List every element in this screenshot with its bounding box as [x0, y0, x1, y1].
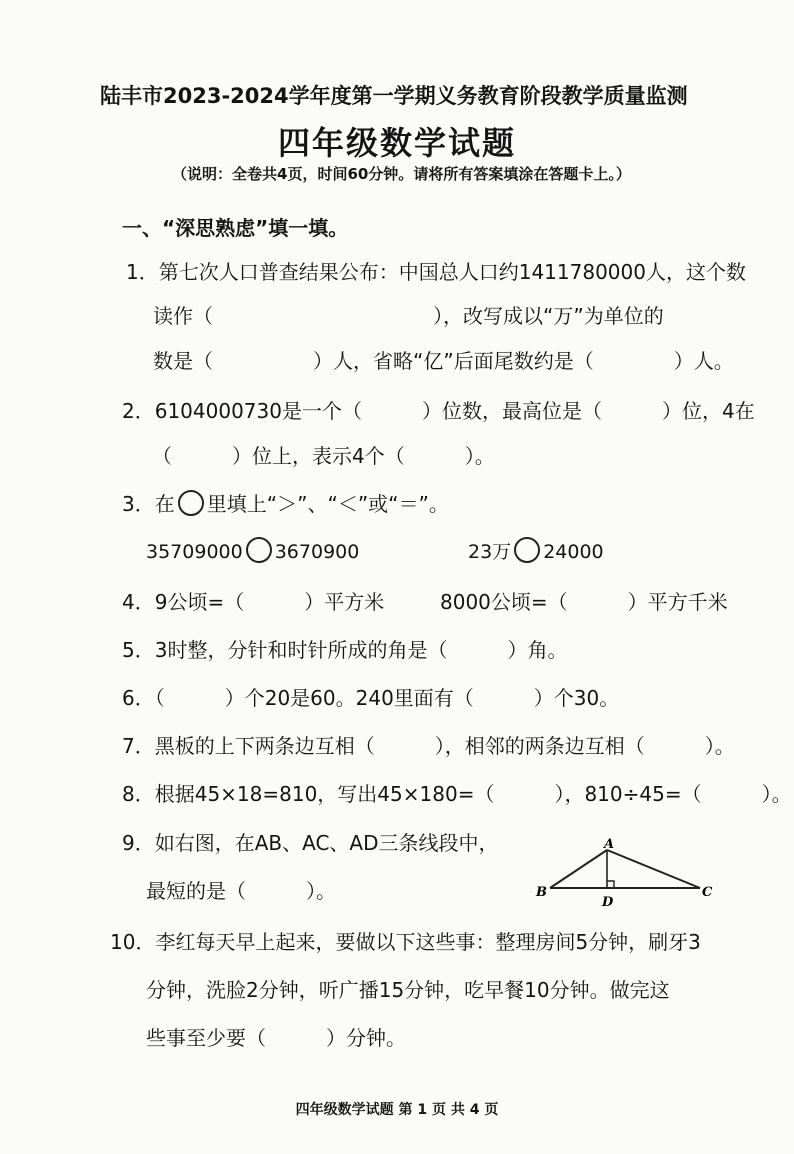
question-1-line-2: 读作（ ），改写成以“万”为单位的	[153, 304, 664, 328]
question-7: 7．黑板的上下两条边互相（ ），相邻的两条边互相（ ）。	[122, 734, 735, 758]
question-3-suffix: 里填上“＞”、“＜”或“＝”。	[206, 492, 449, 516]
question-10-line-1: 10．李红每天早上起来，要做以下这些事：整理房间5分钟，刷牙3	[110, 930, 701, 954]
compare-circle-icon	[246, 537, 272, 563]
compare-right-a: 23万	[468, 541, 512, 563]
question-10-line-3: 些事至少要（ ）分钟。	[146, 1026, 406, 1050]
question-3	[122, 488, 449, 517]
question-1-line-1: 1．第七次人口普查结果公布：中国总人口约1411780000人，这个数	[126, 260, 746, 284]
compare-circle-icon	[514, 537, 540, 563]
question-3-prefix: 3．在	[122, 492, 175, 516]
question-4-part-2: 8000公顷=（ ）平方千米	[440, 590, 728, 614]
segment-ac	[607, 850, 700, 888]
question-8: 8．根据45×18=810，写出45×180=（ ），810÷45=（ ）。	[122, 782, 792, 806]
triangle-figure	[532, 838, 722, 910]
question-1-line-3: 数是（ ）人，省略“亿”后面尾数约是（ ）人。	[153, 349, 734, 373]
label-a: A	[604, 838, 615, 852]
question-6: 6．（ ）个20是60。240里面有（ ）个30。	[122, 686, 620, 710]
question-9-line-2: 最短的是（ ）。	[146, 879, 336, 903]
question-2-line-1: 2．6104000730是一个（ ）位数，最高位是（ ）位，4在	[122, 399, 755, 423]
compare-left-a: 35709000	[146, 541, 243, 563]
label-c: C	[702, 885, 713, 900]
label-d: D	[602, 895, 614, 910]
exam-name: 陆丰市2023-2024学年度第一学期义务教育阶段教学质量监测	[100, 84, 688, 108]
exam-note: （说明：全卷共4页，时间60分钟。请将所有答案填涂在答题卡上。）	[172, 165, 631, 183]
question-9-line-1: 9．如右图，在AB、AC、AD三条线段中，	[122, 831, 499, 855]
question-4-part-1: 4．9公顷=（ ）平方米	[122, 590, 385, 614]
page-footer: 四年级数学试题 第 1 页 共 4 页	[295, 1102, 499, 1118]
compare-circle-icon	[178, 490, 204, 516]
right-angle-mark	[607, 881, 614, 888]
question-10-line-2: 分钟，洗脸2分钟，听广播15分钟，吃早餐10分钟。做完这	[146, 978, 670, 1002]
exam-title: 四年级数学试题	[277, 124, 516, 162]
compare-left	[146, 537, 359, 563]
segment-ab	[550, 850, 607, 888]
question-2-line-2: （ ）位上，表示4个（ ）。	[152, 444, 495, 468]
label-b: B	[536, 885, 547, 900]
compare-right-b: 24000	[543, 541, 604, 563]
compare-left-b: 3670900	[274, 541, 360, 563]
question-5: 5．3时整，分针和时针所成的角是（ ）角。	[122, 638, 568, 662]
section-title: 一、“深思熟虑”填一填。	[122, 216, 349, 240]
compare-right	[468, 537, 604, 564]
